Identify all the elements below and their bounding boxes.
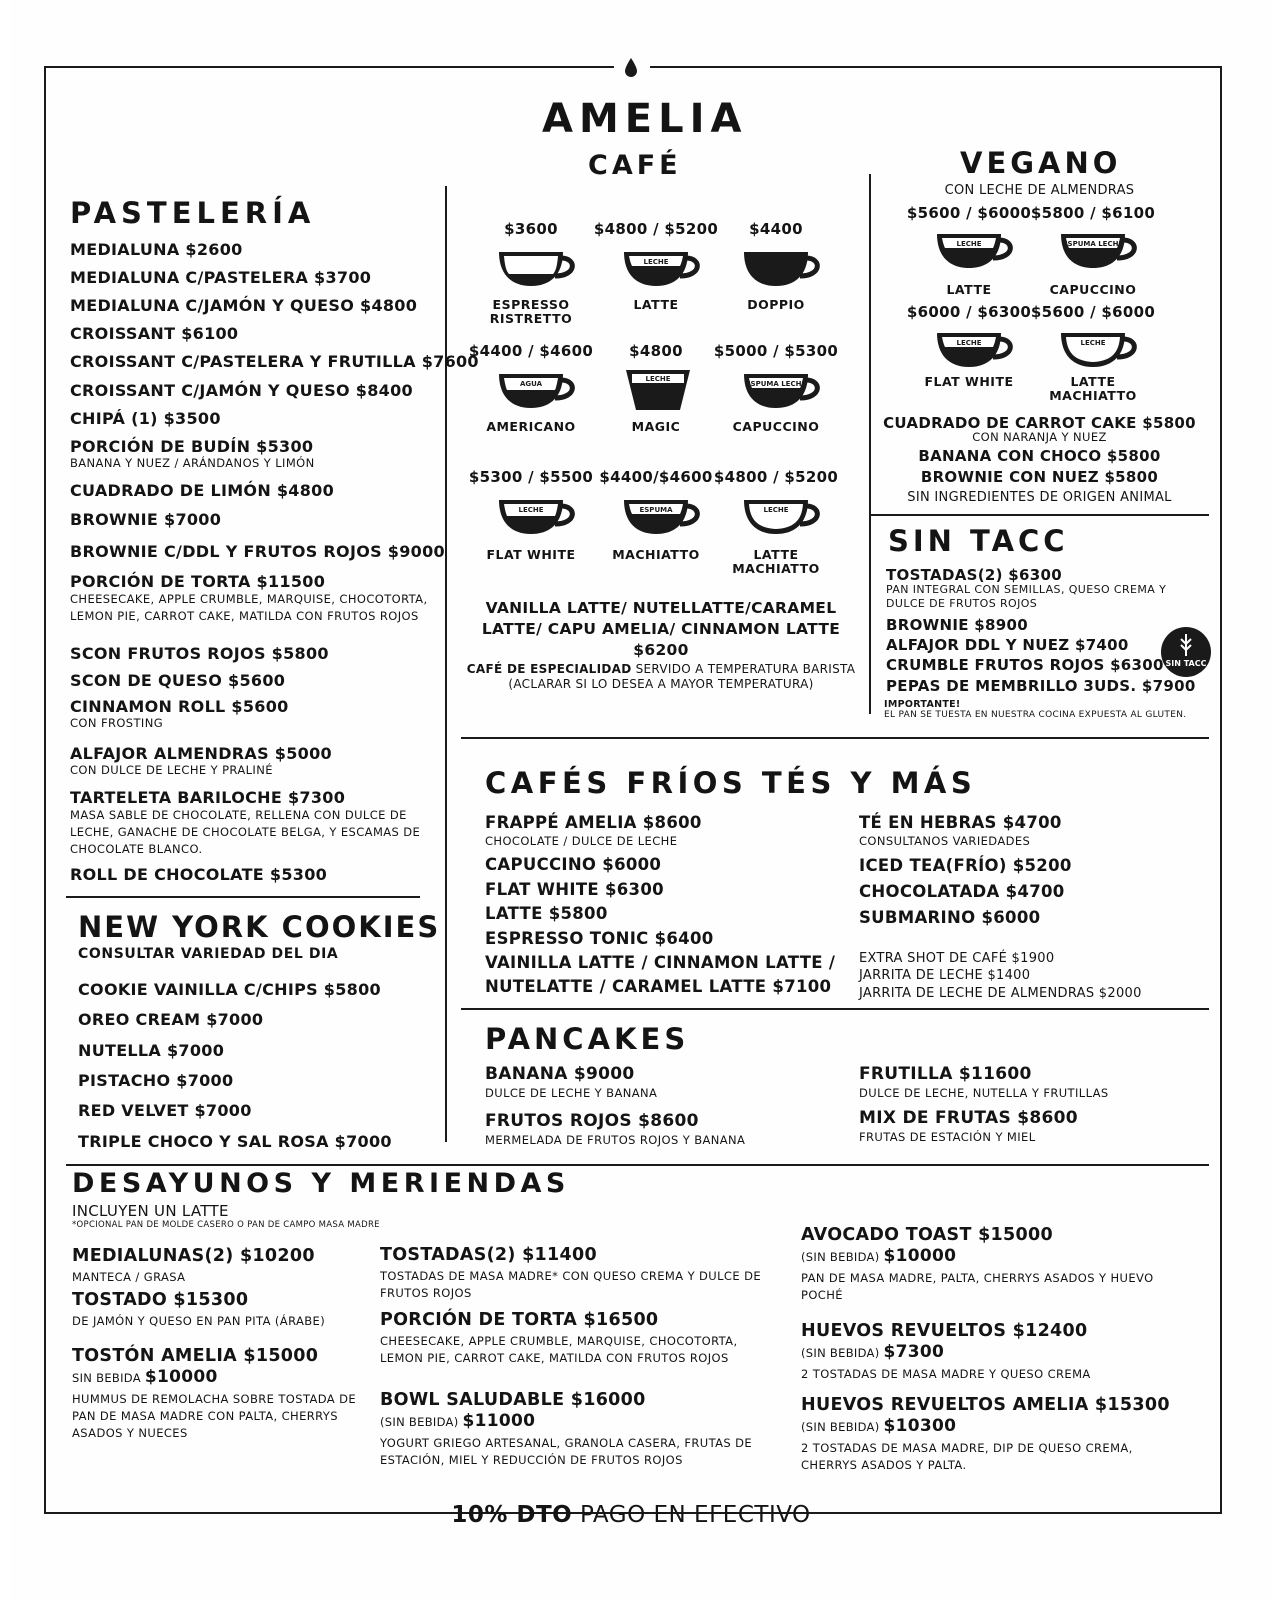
desayunos-subtitle: INCLUYEN UN LATTE xyxy=(72,1202,229,1220)
cup-price: $5600 / $6000 xyxy=(1030,303,1156,321)
pancake-item: BANANA $9000 xyxy=(485,1064,635,1084)
coffee-cup-icon xyxy=(738,244,824,292)
menu-item: PORCIÓN DE BUDÍN $5300 xyxy=(70,437,314,456)
cup-price: $6000 / $6300 xyxy=(906,303,1032,321)
breakfast-item: TOSTADAS(2) $11400 xyxy=(380,1245,597,1265)
menu-item: SCON DE QUESO $5600 xyxy=(70,671,286,690)
coffee-cup-icon xyxy=(931,325,1017,373)
coffee-cup-icon xyxy=(1055,325,1141,373)
breakfast-item-note: PAN DE MASA MADRE, PALTA, CHERRYS ASADOS Y HUEVO POCHÉ xyxy=(801,1271,1154,1302)
cafe-note xyxy=(465,662,857,676)
cookies-title: NEW YORK COOKIES xyxy=(78,910,441,944)
cup-label: AMERICANO xyxy=(486,419,576,434)
alt-price-label: (SIN BEBIDA) xyxy=(801,1346,880,1360)
frios-item: CHOCOLATADA $4700 xyxy=(859,882,1065,901)
brand-subtitle: CAFÉ xyxy=(588,150,682,181)
cup-tag-label: AGUA xyxy=(519,380,543,388)
desayunos-footnote: *OPCIONAL PAN DE MOLDE CASERO O PAN DE CAMPO MASA MADRE xyxy=(72,1220,380,1230)
frios-item: FLAT WHITE $6300 xyxy=(485,880,664,899)
alt-price-label: (SIN BEBIDA) xyxy=(801,1420,880,1434)
pancake-item-note: FRUTAS DE ESTACIÓN Y MIEL xyxy=(859,1130,1036,1144)
menu-item: TARTELETA BARILOCHE $7300 xyxy=(70,788,346,807)
breakfast-item-note: CHEESECAKE, APPLE CRUMBLE, MARQUISE, CHOCOTORTA, LEMON PIE, CARROT CAKE, MATILDA CON FRUTOS ROJOS xyxy=(380,1334,738,1365)
frios-item: CAPUCCINO $6000 xyxy=(485,855,662,874)
brand-title: AMELIA xyxy=(542,96,748,142)
pancake-item-note: DULCE DE LECHE Y BANANA xyxy=(485,1086,658,1100)
pancake-item: FRUTILLA $11600 xyxy=(859,1064,1032,1084)
frios-title: CAFÉS FRÍOS TÉS Y MÁS xyxy=(485,766,977,800)
breakfast-item-note: DE JAMÓN Y QUESO EN PAN PITA (ÁRABE) xyxy=(72,1314,326,1328)
menu-item: BROWNIE $7000 xyxy=(70,510,222,529)
coffee-cup-icon xyxy=(618,492,704,540)
frios-item: FRAPPÉ AMELIA $8600 xyxy=(485,813,702,832)
drop-icon xyxy=(623,56,639,78)
alt-price-value: $10300 xyxy=(883,1416,957,1436)
frios-item: LATTE $5800 xyxy=(485,904,608,923)
menu-item: ROLL DE CHOCOLATE $5300 xyxy=(70,865,328,884)
cookie-item: RED VELVET $7000 xyxy=(78,1101,252,1120)
cafe-note-2: (ACLARAR SI LO DESEA A MAYOR TEMPERATURA) xyxy=(508,677,814,691)
pancake-item: FRUTOS ROJOS $8600 xyxy=(485,1111,699,1131)
coffee-cup-icon xyxy=(493,244,579,292)
divider-frios xyxy=(461,737,1209,739)
menu-item: SCON FRUTOS ROJOS $5800 xyxy=(70,644,329,663)
cup-label: MACHIATTO xyxy=(612,547,700,562)
frios-item-note: CONSULTANOS VARIEDADES xyxy=(859,834,1031,848)
sin-tacc-item-note: PAN INTEGRAL CON SEMILLAS, QUESO CREMA Y DULCE DE FRUTOS ROJOS xyxy=(886,583,1167,610)
footer-bold: 10% DTO xyxy=(451,1502,573,1528)
menu-item: PORCIÓN DE TORTA $11500 xyxy=(70,572,326,591)
breakfast-alt-price xyxy=(801,1246,956,1266)
menu-item: MEDIALUNA C/PASTELERA $3700 xyxy=(70,268,372,287)
cup-tag-label: LECHE xyxy=(518,506,544,514)
alt-price-value: $10000 xyxy=(144,1367,218,1387)
breakfast-alt-price xyxy=(801,1342,944,1362)
breakfast-item-note: 2 TOSTADAS DE MASA MADRE Y QUESO CREMA xyxy=(801,1367,1091,1381)
alt-price-value: $11000 xyxy=(462,1411,536,1431)
cup-tag-label: LECHE xyxy=(763,506,789,514)
flavors-text: VANILLA LATTE/ NUTELLATTE/CARAMEL LATTE/ CAPU AMELIA/ CINNAMON LATTE $6200 xyxy=(481,599,841,659)
sin-tacc-item: BROWNIE $8900 xyxy=(886,616,1028,634)
cup-label: LATTE xyxy=(633,297,679,312)
frios-item: SUBMARINO $6000 xyxy=(859,908,1041,927)
sin-tacc-item: TOSTADAS(2) $6300 xyxy=(886,566,1062,584)
breakfast-item: AVOCADO TOAST $15000 xyxy=(801,1225,1053,1245)
frios-item: ICED TEA(FRÍO) $5200 xyxy=(859,856,1072,875)
sin-tacc-item: CRUMBLE FRUTOS ROJOS $6300 xyxy=(886,656,1164,674)
divider-pancakes xyxy=(461,1008,1209,1010)
coffee-cup-icon xyxy=(493,366,579,414)
vegano-title: VEGANO xyxy=(960,146,1122,180)
pancakes-title: PANCAKES xyxy=(485,1022,690,1056)
frios-item: ESPRESSO TONIC $6400 xyxy=(485,929,714,948)
cup-price: $5800 / $6100 xyxy=(1030,204,1156,222)
cup-label: FLAT WHITE xyxy=(486,547,576,562)
menu-item: CROISSANT C/JAMÓN Y QUESO $8400 xyxy=(70,381,413,400)
alt-price-label: (SIN BEBIDA) xyxy=(380,1415,459,1429)
menu-item: CUADRADO DE LIMÓN $4800 xyxy=(70,481,335,500)
breakfast-item: MEDIALUNAS(2) $10200 xyxy=(72,1246,315,1266)
cup-price: $4800 / $5200 xyxy=(713,468,839,486)
breakfast-alt-price xyxy=(72,1367,218,1387)
menu-item: MEDIALUNA C/JAMÓN Y QUESO $4800 xyxy=(70,296,418,315)
breakfast-item: BOWL SALUDABLE $16000 xyxy=(380,1390,646,1410)
vegano-item: BROWNIE CON NUEZ $5800 xyxy=(920,468,1159,486)
sin-tacc-item: ALFAJOR DDL Y NUEZ $7400 xyxy=(886,636,1129,654)
cup-label: FLAT WHITE xyxy=(924,374,1014,389)
cup-price: $4400/$4600 xyxy=(599,468,713,486)
cup-price: $3600 xyxy=(504,220,558,238)
footer-rest: PAGO EN EFECTIVO xyxy=(572,1502,811,1528)
breakfast-item: TOSTADO $15300 xyxy=(72,1290,249,1310)
cup-price: $4800 xyxy=(629,342,683,360)
breakfast-item-note: MANTECA / GRASA xyxy=(72,1270,186,1284)
desayunos-title: DESAYUNOS Y MERIENDAS xyxy=(72,1168,570,1199)
cup-label: CAPUCCINO xyxy=(732,419,820,434)
cookie-item: OREO CREAM $7000 xyxy=(78,1010,264,1029)
footer-note xyxy=(0,1502,1262,1528)
cup-price: $4800 / $5200 xyxy=(593,220,719,238)
alt-price-value: $10000 xyxy=(883,1246,957,1266)
cup-tag-label: ESPUMA LECHE xyxy=(1062,240,1124,248)
cup-price: $5000 / $5300 xyxy=(713,342,839,360)
coffee-cup-icon xyxy=(738,366,824,414)
breakfast-item: TOSTÓN AMELIA $15000 xyxy=(72,1346,319,1366)
divider-right xyxy=(869,174,871,714)
cup-label: ESPRESSO RISTRETTO xyxy=(489,297,573,326)
extra-item: JARRITA DE LECHE $1400 xyxy=(859,968,1031,983)
cup-tag-label: LECHE xyxy=(1080,339,1106,347)
cup-label: CAPUCCINO xyxy=(1049,282,1137,297)
coffee-cup-icon xyxy=(618,366,704,414)
cookie-item: COOKIE VAINILLA C/CHIPS $5800 xyxy=(78,980,381,999)
frios-item: VAINILLA LATTE / CINNAMON LATTE / xyxy=(485,953,836,972)
cup-label: MAGIC xyxy=(631,419,681,434)
cookie-item: TRIPLE CHOCO Y SAL ROSA $7000 xyxy=(78,1132,392,1151)
alt-price-label: (SIN BEBIDA) xyxy=(801,1250,880,1264)
cup-label: LATTE xyxy=(946,282,992,297)
frios-item: TÉ EN HEBRAS $4700 xyxy=(859,813,1062,832)
coffee-cup-icon xyxy=(493,492,579,540)
breakfast-item-note: HUMMUS DE REMOLACHA SOBRE TOSTADA DE PAN DE MASA MADRE CON PALTA, CHERRYS ASADOS Y NUECES xyxy=(72,1392,357,1440)
pancake-item-note: MERMELADA DE FRUTOS ROJOS Y BANANA xyxy=(485,1133,746,1147)
menu-item: CHIPÁ (1) $3500 xyxy=(70,409,221,428)
breakfast-alt-price xyxy=(380,1411,535,1431)
divider-desayunos xyxy=(66,1164,1209,1166)
menu-item: CINNAMON ROLL $5600 xyxy=(70,697,289,716)
breakfast-item: HUEVOS REVUELTOS AMELIA $15300 xyxy=(801,1395,1170,1415)
cup-tag-label: ESPUMA xyxy=(639,506,673,514)
alt-price-label: SIN BEBIDA xyxy=(72,1371,141,1385)
extra-item: JARRITA DE LECHE DE ALMENDRAS $2000 xyxy=(859,986,1142,1001)
cup-label: LATTE MACHIATTO xyxy=(1049,374,1137,403)
cup-tag-label: LECHE xyxy=(956,339,982,347)
pasteleria-title: PASTELERÍA xyxy=(70,196,316,230)
breakfast-item-note: YOGURT GRIEGO ARTESANAL, GRANOLA CASERA, FRUTAS DE ESTACIÓN, MIEL Y REDUCCIÓN DE FRUTOS ROJOS xyxy=(380,1436,753,1467)
vegano-subtitle: CON LECHE DE ALMENDRAS xyxy=(944,183,1135,198)
menu-item: CROISSANT $6100 xyxy=(70,324,239,343)
breakfast-item: PORCIÓN DE TORTA $16500 xyxy=(380,1310,659,1330)
menu-item-note: CHEESECAKE, APPLE CRUMBLE, MARQUISE, CHOCOTORTA, LEMON PIE, CARROT CAKE, MATILDA CON FRUTOS ROJOS xyxy=(70,592,428,623)
pancake-item: MIX DE FRUTAS $8600 xyxy=(859,1108,1078,1128)
cup-price: $4400 / $4600 xyxy=(468,342,594,360)
vegano-item: CUADRADO DE CARROT CAKE $5800 xyxy=(883,414,1196,432)
extra-item: EXTRA SHOT DE CAFÉ $1900 xyxy=(859,951,1055,966)
cup-tag-label: ESPUMA LECHE xyxy=(745,380,807,388)
coffee-cup-icon xyxy=(1055,226,1141,274)
breakfast-item-note: TOSTADAS DE MASA MADRE* CON QUESO CREMA Y DULCE DE FRUTOS ROJOS xyxy=(380,1269,762,1300)
cafe-note-rest: SERVIDO A TEMPERATURA BARISTA xyxy=(631,662,856,676)
coffee-cup-icon xyxy=(618,244,704,292)
vegano-footer: SIN INGREDIENTES DE ORIGEN ANIMAL xyxy=(907,490,1172,505)
cup-label: DOPPIO xyxy=(747,297,805,312)
sin-tacc-title: SIN TACC xyxy=(888,524,1069,558)
cup-label: LATTE MACHIATTO xyxy=(732,547,820,576)
divider-cookies xyxy=(66,896,420,898)
breakfast-alt-price xyxy=(801,1416,956,1436)
cup-price: $4400 xyxy=(749,220,803,238)
cup-tag-label: LECHE xyxy=(643,258,669,266)
coffee-cup-icon xyxy=(931,226,1017,274)
menu-item: BROWNIE C/DDL Y FRUTOS ROJOS $9000 xyxy=(70,542,445,561)
menu-item: ALFAJOR ALMENDRAS $5000 xyxy=(70,744,332,763)
menu-item: CROISSANT C/PASTELERA Y FRUTILLA $7600 xyxy=(70,352,479,371)
coffee-cup-icon xyxy=(738,492,824,540)
cup-tag-label: LECHE xyxy=(956,240,982,248)
cookie-item: NUTELLA $7000 xyxy=(78,1041,225,1060)
sin-tacc-badge-icon xyxy=(1160,626,1212,678)
divider-left xyxy=(445,186,447,1142)
menu-item-note: MASA SABLE DE CHOCOLATE, RELLENA CON DULCE DE LECHE, GANACHE DE CHOCOLATE BELGA, Y ESCAMAS DE CHOCOLATE BLANCO. xyxy=(70,808,421,856)
cup-price: $5300 / $5500 xyxy=(468,468,594,486)
frios-item-note: CHOCOLATE / DULCE DE LECHE xyxy=(485,834,678,848)
vegano-item-note: CON NARANJA Y NUEZ xyxy=(972,430,1107,444)
cookies-subtitle: CONSULTAR VARIEDAD DEL DIA xyxy=(78,946,339,962)
badge-label: SIN TACC xyxy=(1165,659,1207,668)
menu-item-note: CON FROSTING xyxy=(70,716,164,730)
frios-item: NUTELATTE / CARAMEL LATTE $7100 xyxy=(485,977,832,996)
menu-item: MEDIALUNA $2600 xyxy=(70,240,243,259)
sin-tacc-item: PEPAS DE MEMBRILLO 3UDS. $7900 xyxy=(886,677,1196,695)
alt-price-value: $7300 xyxy=(883,1342,945,1362)
cup-price: $5600 / $6000 xyxy=(906,204,1032,222)
important-text: EL PAN SE TUESTA EN NUESTRA COCINA EXPUESTA AL GLUTEN. xyxy=(884,710,1187,720)
divider-vegano xyxy=(869,514,1209,516)
menu-item-note: CON DULCE DE LECHE Y PRALINÉ xyxy=(70,763,273,777)
cafe-note-bold: CAFÉ DE ESPECIALIDAD xyxy=(466,662,632,676)
vegano-item: BANANA CON CHOCO $5800 xyxy=(918,447,1161,465)
breakfast-item: HUEVOS REVUELTOS $12400 xyxy=(801,1321,1088,1341)
pancake-item-note: DULCE DE LECHE, NUTELLA Y FRUTILLAS xyxy=(859,1086,1109,1100)
cup-tag-label: LECHE xyxy=(645,375,671,383)
important-title: IMPORTANTE! xyxy=(884,699,961,710)
breakfast-item-note: 2 TOSTADAS DE MASA MADRE, DIP DE QUESO CREMA, CHERRYS ASADOS Y PALTA. xyxy=(801,1441,1133,1472)
menu-item-note: BANANA Y NUEZ / ARÁNDANOS Y LIMÓN xyxy=(70,456,315,470)
cookie-item: PISTACHO $7000 xyxy=(78,1071,234,1090)
